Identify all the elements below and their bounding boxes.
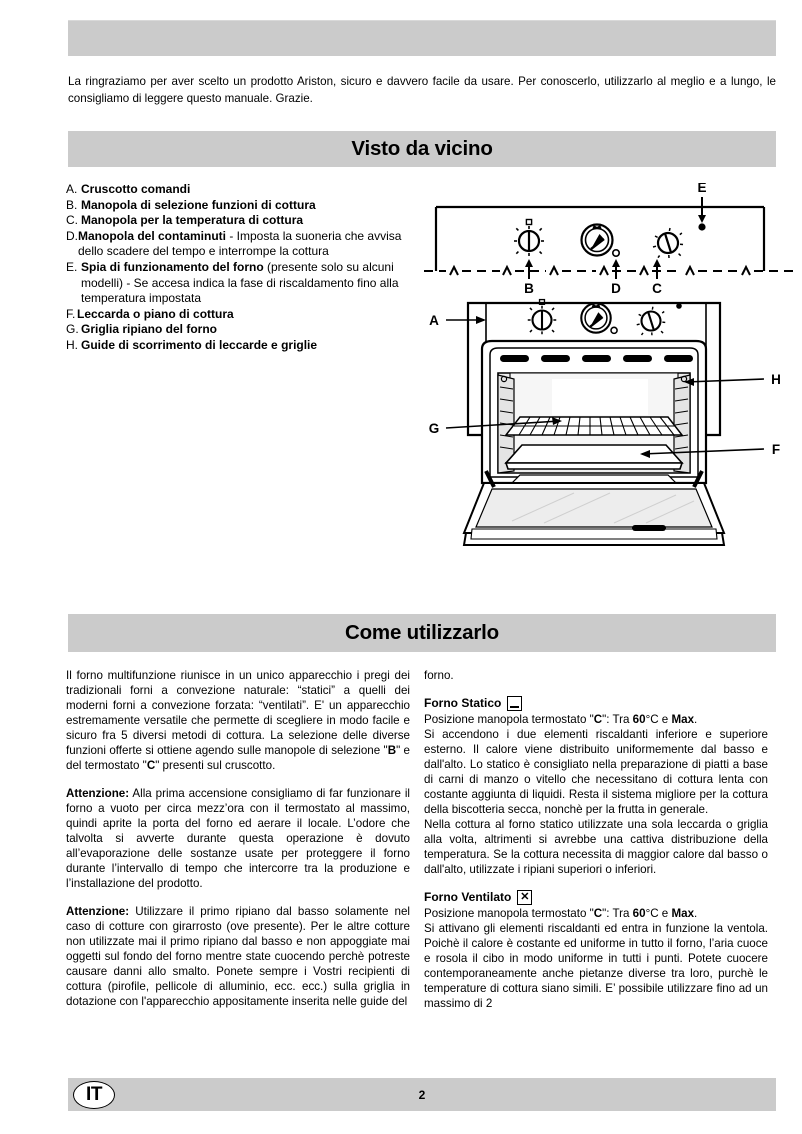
inline-ref-c: C — [593, 907, 603, 920]
part-text — [77, 307, 416, 323]
paragraph-ventilato-body: Si attivano gli elementi riscaldanti ed entra in funzione la ventola. Poichè il calore è costante ed uniforme in tutto il forno, l’aria cuoce e rosola il cibo in modo uniforme in tutti i punti. Potete cuocere contemporaneamente anche pietanze diverse tra loro, purchè le temperature di cottura siano simili. E’ possibile utilizzare fino ad un massimo di 2 — [424, 922, 768, 1010]
part-key: H. — [66, 337, 78, 352]
paragraph-text: °C e — [645, 907, 672, 920]
inline-ref-c: C — [146, 759, 156, 772]
part-bold-label: Leccarda o piano di cottura — [77, 306, 234, 321]
part-bold-label: Guide di scorrimento di leccarde e griglie — [81, 337, 318, 352]
subheading-text: Forno Ventilato — [424, 890, 512, 904]
part-text — [81, 260, 416, 307]
callout-e — [697, 183, 706, 223]
list-item — [66, 338, 416, 354]
inline-ref-c: C — [593, 713, 603, 726]
callout-b — [524, 259, 534, 296]
temp-max-value: Max — [671, 907, 695, 920]
part-bold-label: Manopola per la temperatura di cottura — [81, 213, 304, 228]
attenzione-label: Attenzione: — [66, 905, 130, 918]
part-key: A. — [66, 182, 78, 196]
part-text — [81, 182, 416, 198]
part-text — [81, 338, 416, 354]
page-footer — [68, 1078, 776, 1111]
part-bold-label: Griglia ripiano del forno — [81, 322, 218, 337]
oven-rack — [506, 417, 682, 435]
temp-min-value: 60 — [632, 713, 646, 726]
paragraph-intro-multifunzione — [66, 668, 410, 773]
part-bold-label: Manopola di selezione funzioni di cottura — [81, 197, 316, 212]
paragraph-text: " presenti sul cruscotto. — [155, 759, 276, 772]
paragraph-text: °C e — [645, 713, 672, 726]
section-heading-visto-da-vicino — [68, 131, 776, 167]
parts-list — [66, 182, 416, 354]
part-rest: (presente solo su alcuni modelli) - Se accesa indica la fase di riscaldamento fino alla temperatura impostata — [81, 259, 399, 306]
paragraph-statico-body2: Nella cottura al forno statico utilizzate una sola leccarda o griglia alla volta, altrimenti si avrebbe una cattiva distribuzione della temperatura. Se la cottura necessita di maggior calore dal basso o dall'alto, utilizzate i ripiani superiori o inferiori. — [424, 818, 768, 876]
oven-front-illustration — [429, 300, 781, 545]
paragraph-text: . — [694, 907, 698, 920]
svg-text:F: F — [771, 442, 781, 457]
part-key: D. — [66, 228, 78, 243]
paragraph-text: ": Tra — [602, 713, 633, 726]
part-text — [81, 322, 416, 338]
part-text — [81, 213, 416, 229]
temp-min-value: 60 — [632, 907, 646, 920]
oven-indicator-lamp — [698, 223, 705, 230]
paragraph-text: Il forno multifunzione riunisce in un unico apparecchio i pregi dei tradizionali forni a convezione naturale: “statici” a quelli dei moderni forni a convezione forzata: “ventilati”. E' un apparecchio estremamente versatile che permette di scegliere in modo facile e sicuro fra 5 diversi metodi di cottura. La selezione delle diverse funzioni offerte si ottiene agendo sulle manopole di selezione " — [66, 669, 410, 757]
callout-d — [611, 259, 621, 296]
list-item — [66, 182, 416, 198]
svg-text:D: D — [611, 281, 621, 296]
paragraph-text: Posizione manopola termostato " — [424, 907, 594, 920]
part-key: B. — [66, 197, 78, 212]
paragraph-statico-thermostat — [424, 712, 768, 727]
section-heading-come-utilizzarlo — [68, 614, 776, 652]
svg-text:B: B — [524, 281, 534, 296]
oven-door — [464, 471, 724, 545]
oven-diagram — [424, 183, 796, 615]
body-column-right — [424, 668, 768, 1011]
part-key: E. — [66, 259, 78, 274]
oven-tray — [506, 445, 682, 469]
part-key: G. — [66, 322, 79, 337]
paragraph-text: ": Tra — [602, 907, 633, 920]
section-title-text: Visto da vicino — [351, 137, 493, 160]
paragraph-ventilato-thermostat — [424, 906, 768, 921]
list-item — [66, 198, 416, 214]
paragraph-continuation: forno. — [424, 669, 454, 682]
page-number: 2 — [418, 1087, 426, 1102]
part-key: F. — [66, 306, 76, 321]
subheading-text: Forno Statico — [424, 696, 502, 710]
fan-oven-icon: ✕ — [517, 890, 532, 905]
part-key: C. — [66, 213, 78, 228]
static-oven-icon — [507, 696, 522, 711]
part-text — [81, 198, 416, 214]
subheading-forno-ventilato — [424, 890, 768, 905]
svg-text:E: E — [697, 183, 707, 195]
intro-paragraph: La ringraziamo per aver scelto un prodotto Ariston, sicuro e davvero facile da usare. Per conoscerlo, utilizzarlo al meglio e a lungo, le consigliamo di leggere questo manuale. Grazie. — [68, 75, 776, 105]
control-panel-detail — [424, 183, 796, 296]
callout-c — [652, 259, 662, 296]
section-title-text: Come utilizzarlo — [345, 621, 499, 644]
paragraph-attenzione-2 — [66, 904, 410, 1009]
temp-max-value: Max — [671, 713, 695, 726]
attenzione-label: Attenzione: — [66, 787, 130, 800]
paragraph-statico-body: Si accendono i due elementi riscaldanti inferiore e superiore esterno. Il calore viene distribuito uniformemente dal basso e dall'alto. Lo statico è consigliato nella preparazione di piatti a base di carni di manzo o vitello che necessitano di cottura lenta con costante aggiunta di liquidi. Resta il sistema migliore per la cottura della biscotteria secca, nonchè per la frutta in generale. — [424, 728, 768, 816]
list-item — [66, 213, 416, 229]
list-item — [66, 307, 416, 323]
paragraph-text: . — [694, 713, 698, 726]
paragraph-text: " e del termostato " — [66, 744, 410, 772]
paragraph-text: Posizione manopola termostato " — [424, 713, 594, 726]
svg-text:G: G — [428, 421, 440, 436]
subheading-forno-statico — [424, 696, 768, 711]
paragraph-text: Utilizzare il primo ripiano dal basso solamente nel caso di cotture con girarrosto (ove presente). Per le altre cotture non utilizzate mai il primo ripiano dal basso e non appoggiate mai oggetti sul fondo del forno mentre state cuocendo perchè potreste causare danni allo smalto. Ponete sempre i Vostri recipienti di cottura (pirofile, pellicole di alluminio, ecc. ecc.) sulla griglia in dotazione con l'apparecchio appositamente inserita nelle guide del — [66, 905, 410, 1008]
part-rest: - Imposta la suoneria che avvisa dello scadere del tempo e interrompe la cottura — [78, 228, 402, 259]
svg-text:H: H — [771, 372, 781, 387]
list-item — [66, 322, 416, 338]
part-bold-label: Cruscotto comandi — [81, 182, 191, 196]
body-column-left — [66, 668, 410, 1009]
top-gray-bar — [68, 20, 776, 56]
list-item — [66, 229, 416, 260]
svg-text:A: A — [429, 313, 439, 328]
paragraph-text: Alla prima accensione consigliamo di far funzionare il forno a vuoto per circa mezz’ora con il termostato al massimo, quindi aprite la porta del forno ed aerare il locale. L’odore che talvolta si avverte durante questa operazione è dovuto all’evaporazione delle sostanze usate per proteggere il forno durante l’intervallo di tempo che intercorre tra la produzione e l’installazione del prodotto. — [66, 787, 410, 890]
list-item — [66, 260, 416, 307]
part-bold-label: Spia di funzionamento del forno — [81, 259, 264, 274]
paragraph-attenzione-1 — [66, 786, 410, 891]
language-badge: IT — [73, 1081, 115, 1109]
part-text — [78, 229, 416, 260]
svg-text:C: C — [652, 281, 662, 296]
inline-ref-b: B — [387, 744, 397, 757]
part-bold-label: Manopola del contaminuti — [78, 228, 227, 243]
